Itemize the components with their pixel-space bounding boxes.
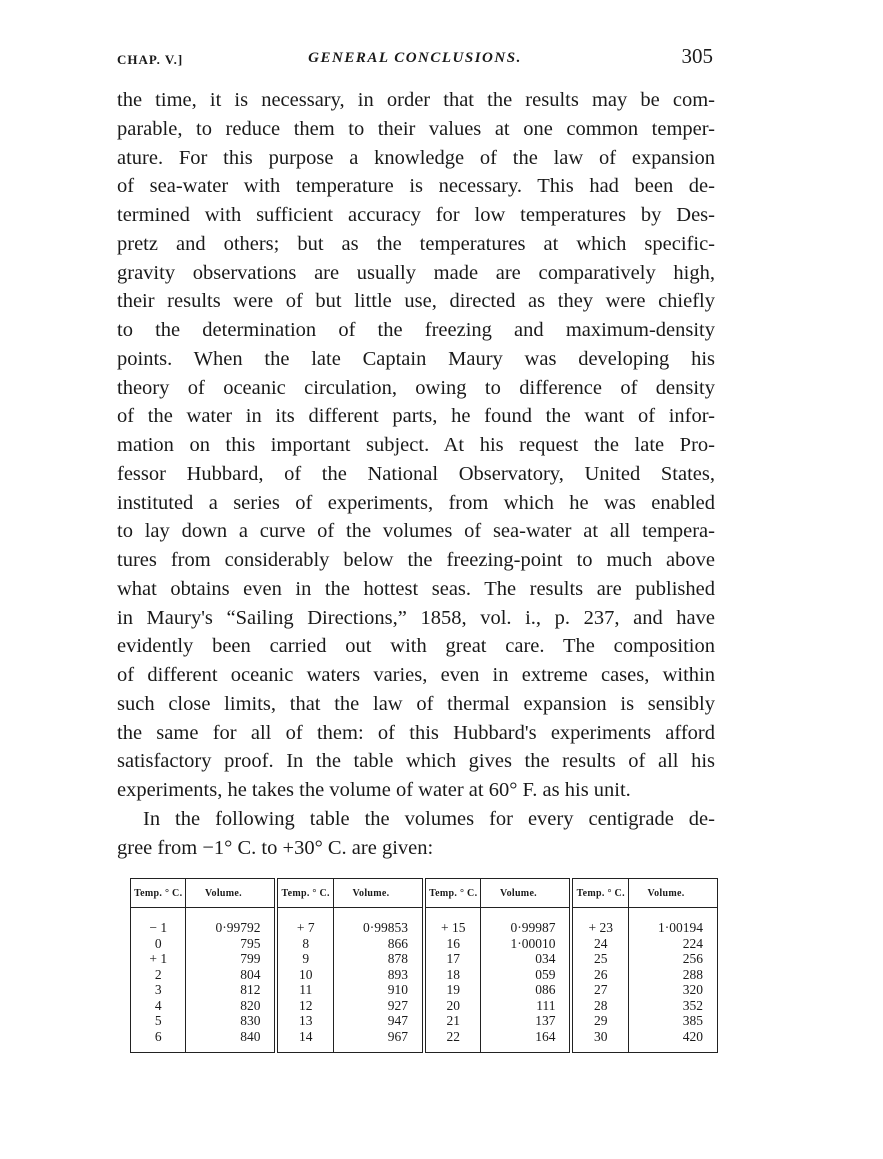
table-cell: 0 (131, 936, 186, 952)
table-cell: 830 (186, 1013, 277, 1029)
table-cell: 812 (186, 982, 277, 998)
text-line: of the water in its different parts, he found the want of infor- (117, 405, 715, 428)
table-cell: 17 (424, 951, 481, 967)
column-header: Volume. (481, 879, 572, 908)
table-cell: 16 (424, 936, 481, 952)
table-cell: 420 (682, 1028, 703, 1044)
table-header-row (131, 879, 718, 908)
table-cell: 21 (424, 1013, 481, 1029)
table-cell: 967 (333, 1029, 424, 1053)
text-line: their results were of but little use, directed as they were chiefly (117, 290, 715, 313)
text-line: theory of oceanic circulation, owing to difference of density (117, 376, 715, 399)
text-line: to lay down a curve of the volumes of sea-water at all tempera- (117, 520, 715, 543)
column-header: Temp. ° C. (131, 879, 186, 908)
table-cell: 9 (276, 951, 333, 967)
text-line: instituted a series of experiments, from which he was enabled (117, 491, 715, 514)
table-cell: 27 (571, 982, 628, 998)
column-header: Temp. ° C. (424, 879, 481, 908)
table-cell: 20 (424, 998, 481, 1014)
page-number: 305 (681, 44, 713, 68)
table-cell: 866 (333, 936, 424, 952)
table-cell: 18 (424, 967, 481, 983)
table-cell: 164 (481, 1029, 572, 1053)
table-cell: + 1 (131, 951, 186, 967)
table-row (131, 982, 718, 998)
text-line: gree from −1° C. to +30° C. are given: (117, 836, 434, 859)
text-line: ature. For this purpose a knowledge of the law of expansion (117, 146, 715, 169)
text-line: tures from considerably below the freezing-point to much above (117, 549, 715, 571)
table-row (131, 998, 718, 1014)
text-line: to the determination of the freezing and maximum-density (117, 319, 715, 341)
table-cell: 5 (131, 1013, 186, 1029)
table-cell: 910 (333, 982, 424, 998)
chapter-label: CHAP. V.] (117, 52, 184, 67)
table-row (131, 936, 718, 952)
table-cell: 29 (571, 1013, 628, 1029)
text-line: what obtains even in the hottest seas. The results are published (117, 577, 715, 600)
table-cell: 111 (481, 998, 572, 1014)
text-line: mation on this important subject. At his request the late Pro- (117, 434, 715, 456)
table-cell: 947 (333, 1013, 424, 1029)
table-cell: 2 (131, 967, 186, 983)
table-cell: 256 (682, 951, 703, 966)
table-cell: 0·99987 (481, 908, 572, 936)
table-cell: 0·99853 (333, 908, 424, 936)
text-line: evidently been carried out with great care. The composition (117, 635, 715, 658)
table-cell: 8 (276, 936, 333, 952)
table-row (131, 1029, 718, 1053)
table-cell: 0·99792 (186, 908, 277, 936)
column-header: Volume. (186, 879, 277, 908)
table-cell: 30 (571, 1029, 628, 1053)
column-header: Volume. (629, 879, 718, 908)
text-line: fessor Hubbard, of the National Observatory, United States, (117, 462, 715, 485)
table-cell: 799 (186, 951, 277, 967)
text-line: the same for all of them: of this Hubbard's experiments afford (117, 721, 715, 744)
table-cell: 11 (276, 982, 333, 998)
table-cell: 224 (682, 935, 703, 951)
table-row (131, 951, 718, 967)
text-line: parable, to reduce them to their values at one common temper- (117, 117, 715, 140)
table-cell: 22 (424, 1029, 481, 1053)
table-cell: 385 (682, 1013, 703, 1028)
table-cell: 24 (571, 936, 628, 952)
text-line: in Maury's “Sailing Directions,” 1858, vol. i., p. 237, and have (117, 606, 715, 629)
table-cell: − 1 (131, 908, 186, 936)
table-cell: 927 (333, 998, 424, 1014)
body-text (117, 86, 715, 862)
table-cell: + 15 (424, 908, 481, 936)
page-header (117, 44, 713, 74)
table-cell: 25 (571, 951, 628, 967)
table-cell: 3 (131, 982, 186, 998)
table-cell: 26 (571, 967, 628, 983)
text-line: gravity observations are usually made are comparatively high, (117, 261, 715, 284)
text-line: satisfactory proof. In the table which gives the results of all his (117, 750, 715, 773)
table-cell: 034 (481, 951, 572, 967)
column-header: Temp. ° C. (276, 879, 333, 908)
text-line: In the following table the volumes for every centigrade de- (143, 807, 715, 830)
table-cell: 893 (333, 967, 424, 983)
table-cell: 6 (131, 1029, 186, 1053)
text-line: of different oceanic waters varies, even in extreme cases, within (117, 664, 715, 686)
table-cell: 137 (481, 1013, 572, 1029)
table-cell: 1·00194 (658, 920, 703, 935)
table-cell: 320 (682, 982, 703, 997)
table-cell: 840 (186, 1029, 277, 1053)
text-line: of sea-water with temperature is necessary. This had been de- (117, 175, 715, 198)
text-line: such close limits, that the law of thermal expansion is sensibly (117, 692, 715, 715)
text-line: termined with sufficient accuracy for low temperatures by Des- (117, 204, 715, 226)
table-cell: 1·00010 (481, 936, 572, 952)
table-cell: 28 (571, 998, 628, 1014)
table-cell: 804 (186, 967, 277, 983)
text-line: pretz and others; but as the temperatures at which specific- (117, 232, 715, 255)
table-cell: 12 (276, 998, 333, 1014)
text-line: points. When the late Captain Maury was developing his (117, 347, 715, 370)
text-line: the time, it is necessary, in order that the results may be com- (117, 89, 715, 111)
table-cell: 795 (186, 936, 277, 952)
table-cell: 086 (481, 982, 572, 998)
table-cell: 352 (682, 997, 703, 1013)
table-cell: 820 (186, 998, 277, 1014)
table-cell: 059 (481, 967, 572, 983)
running-title: GENERAL CONCLUSIONS. (308, 50, 522, 66)
table-cell: + 7 (276, 908, 333, 936)
column-header: Temp. ° C. (571, 879, 628, 908)
text-line: experiments, he takes the volume of water at 60° F. as his unit. (117, 779, 631, 801)
table-row (131, 908, 718, 936)
table-cell: 4 (131, 998, 186, 1014)
column-header: Volume. (333, 879, 424, 908)
table-cell: 288 (682, 966, 703, 982)
table-row (131, 967, 718, 983)
table-cell: 878 (333, 951, 424, 967)
table-cell: 14 (276, 1029, 333, 1053)
table-cell: 19 (424, 982, 481, 998)
table-cell: 13 (276, 1013, 333, 1029)
volume-table (130, 878, 718, 1053)
table-cell: + 23 (571, 908, 628, 936)
table-row (131, 1013, 718, 1029)
table-cell: 10 (276, 967, 333, 983)
